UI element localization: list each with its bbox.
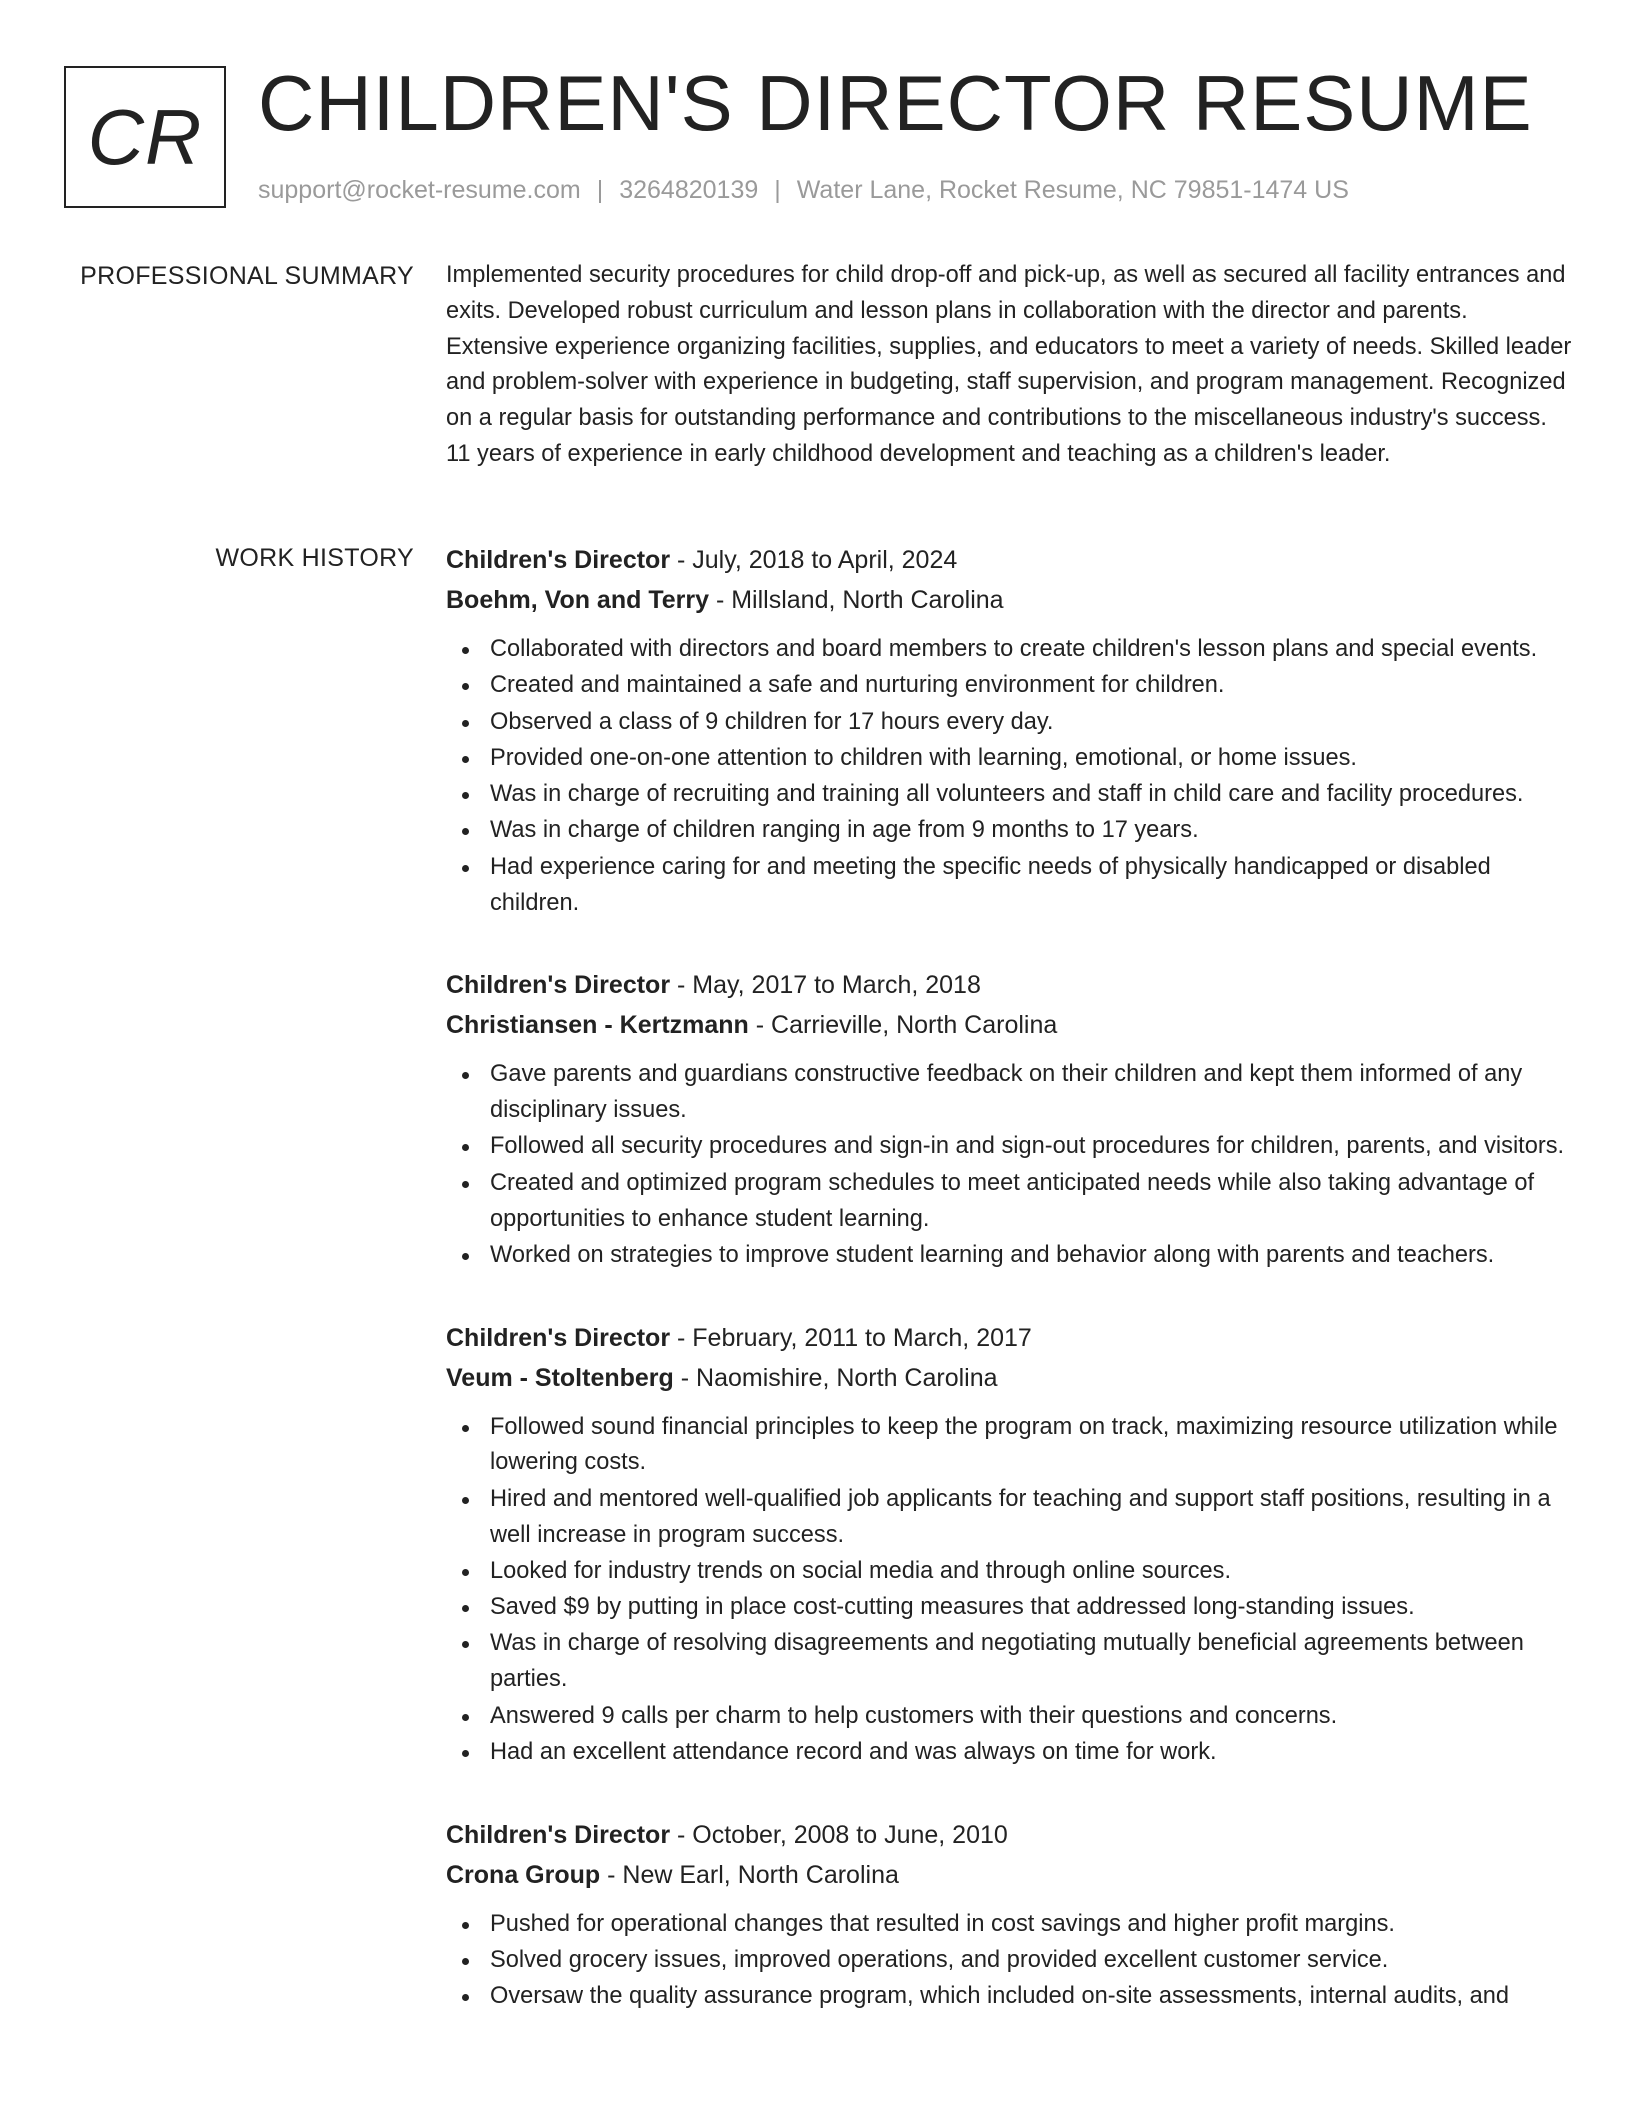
list-item: Had experience caring for and meeting the specific needs of physically handicapped or disabled children. xyxy=(446,850,1572,922)
list-item: Provided one-on-one attention to children with learning, emotional, or home issues. xyxy=(446,741,1572,777)
section-label-summary: PROFESSIONAL SUMMARY xyxy=(80,262,414,290)
job-location: - New Earl, North Carolina xyxy=(600,1860,899,1889)
job-company-line xyxy=(446,1358,1572,1398)
job-company-line xyxy=(446,1855,1572,1895)
job-company: Crona Group xyxy=(446,1860,601,1889)
list-item: Followed all security procedures and sign-in and sign-out procedures for children, parents, and visitors. xyxy=(446,1129,1572,1165)
summary-body xyxy=(446,258,1572,473)
list-item: Gave parents and guardians constructive feedback on their children and kept them informed of any disciplinary issues. xyxy=(446,1057,1572,1129)
job-title-line xyxy=(446,965,1572,1005)
contact-separator: | xyxy=(774,176,781,204)
job-title: Children's Director xyxy=(446,1820,671,1849)
list-item: Looked for industry trends on social media and through online sources. xyxy=(446,1554,1572,1590)
contact-separator: | xyxy=(596,176,604,204)
list-item: Oversaw the quality assurance program, which included on-site assessments, internal audits, and xyxy=(446,1979,1572,2015)
monogram: CR xyxy=(64,66,226,208)
job-dates: - May, 2017 to March, 2018 xyxy=(670,971,981,1000)
job-title-line xyxy=(446,1318,1572,1358)
job-company-line xyxy=(446,1005,1572,1045)
list-item: Pushed for operational changes that resulted in cost savings and higher profit margins. xyxy=(446,1907,1572,1943)
list-item: Observed a class of 9 children for 17 hours every day. xyxy=(446,705,1572,741)
job-company: Veum - Stoltenberg xyxy=(446,1363,674,1392)
job-entry xyxy=(446,1318,1572,1771)
job-location: - Millsland, North Carolina xyxy=(709,586,1004,614)
job-title: Children's Director xyxy=(446,1323,671,1352)
job-entry xyxy=(446,540,1572,921)
job-bullet-list xyxy=(446,632,1572,921)
list-item: Was in charge of children ranging in age from 9 months to 17 years. xyxy=(446,813,1572,849)
list-item: Had an excellent attendance record and was always on time for work. xyxy=(446,1735,1572,1771)
contact-address: Water Lane, Rocket Resume, NC 79851-1474 US xyxy=(796,176,1349,204)
job-bullet-list xyxy=(446,1410,1572,1771)
job-bullet-list xyxy=(446,1057,1572,1273)
job-dates: - February, 2011 to March, 2017 xyxy=(670,1323,1032,1352)
job-company: Christiansen - Kertzmann xyxy=(446,1011,749,1040)
list-item: Collaborated with directors and board members to create children's lesson plans and special events. xyxy=(446,632,1572,668)
list-item: Hired and mentored well-qualified job applicants for teaching and support staff positions, resulting in a well increase in program success. xyxy=(446,1482,1572,1554)
list-item: Solved grocery issues, improved operations, and provided excellent customer service. xyxy=(446,1943,1572,1979)
job-company: Boehm, Von and Terry xyxy=(446,586,710,614)
job-company-line xyxy=(446,580,1572,620)
section-label-work-history: WORK HISTORY xyxy=(215,544,414,572)
job-title: Children's Director xyxy=(446,546,671,574)
job-entry xyxy=(446,1815,1572,2015)
job-location: - Naomishire, North Carolina xyxy=(673,1363,998,1392)
job-entry xyxy=(446,965,1572,1273)
contact-email: support@rocket-resume.com xyxy=(258,176,581,204)
job-bullet-list xyxy=(446,1907,1572,2015)
job-title: Children's Director xyxy=(446,971,671,1000)
job-title-line xyxy=(446,540,1572,580)
job-dates: - July, 2018 to April, 2024 xyxy=(670,546,958,574)
job-title-line xyxy=(446,1815,1572,1855)
work-history-body xyxy=(446,540,1572,2059)
list-item: Followed sound financial principles to keep the program on track, maximizing resource utilization while lowering costs. xyxy=(446,1410,1572,1482)
list-item: Created and optimized program schedules to meet anticipated needs while also taking advantage of opportunities to enhance student learning. xyxy=(446,1166,1572,1238)
list-item: Created and maintained a safe and nurturing environment for children. xyxy=(446,668,1572,704)
job-location: - Carrieville, North Carolina xyxy=(748,1011,1058,1040)
summary-text: Implemented security procedures for child drop-off and pick-up, as well as secured all facility entrances and exits. Developed robust curriculum and lesson plans in collaboration with the director and parents. Extensive experience organizing facilities, supplies, and educators to meet a variety of needs. Skilled leader and problem-solver with experience in budgeting, staff supervision, and program management. Recognized on a regular basis for outstanding performance and contributions to the miscellaneous industry's success. 11 years of experience in early childhood development and teaching as a children's leader. xyxy=(446,262,1572,467)
list-item: Answered 9 calls per charm to help customers with their questions and concerns. xyxy=(446,1699,1572,1735)
contact-phone: 3264820139 xyxy=(619,176,759,204)
list-item: Saved $9 by putting in place cost-cutting measures that addressed long-standing issues. xyxy=(446,1590,1572,1626)
list-item: Was in charge of recruiting and training all volunteers and staff in child care and facility procedures. xyxy=(446,777,1572,813)
job-dates: - October, 2008 to June, 2010 xyxy=(670,1820,1008,1849)
contact-info xyxy=(258,172,1349,208)
list-item: Was in charge of resolving disagreements and negotiating mutually beneficial agreements between parties. xyxy=(446,1626,1572,1698)
list-item: Worked on strategies to improve student learning and behavior along with parents and teachers. xyxy=(446,1238,1572,1274)
resume-title: CHILDREN'S DIRECTOR RESUME xyxy=(258,59,1533,147)
